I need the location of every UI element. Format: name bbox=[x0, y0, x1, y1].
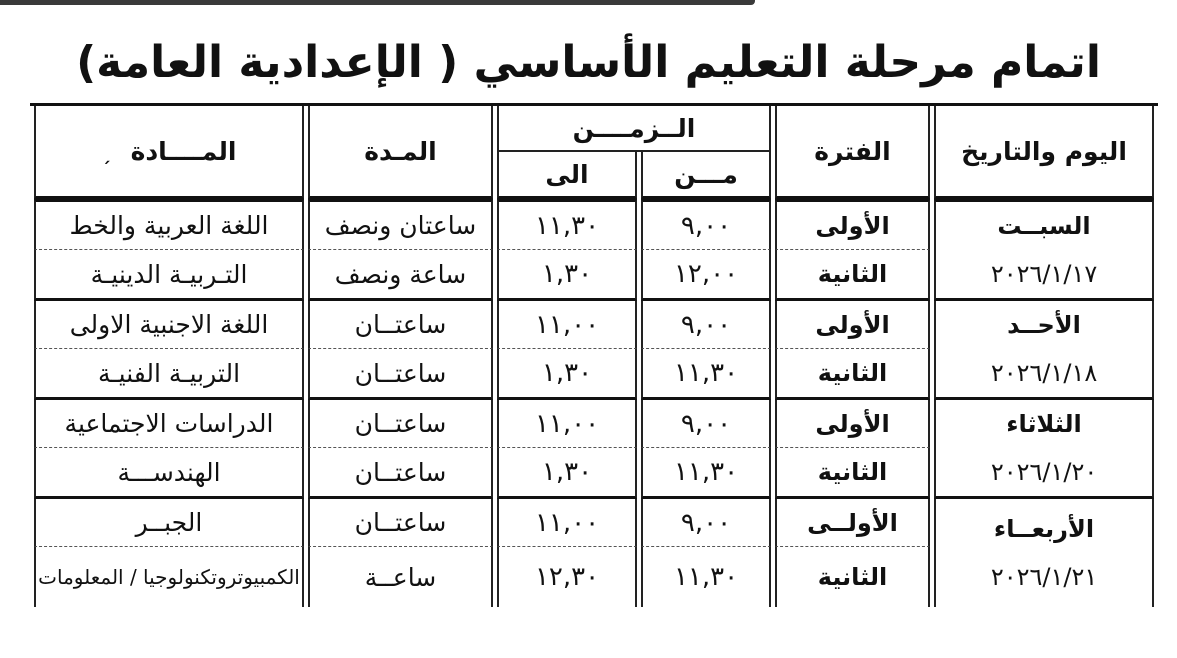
duration-cell: ساعتــان bbox=[308, 447, 493, 499]
header-time: الــزمــــن bbox=[497, 106, 771, 152]
header-to: الى bbox=[497, 152, 637, 199]
from-cell: ٩,٠٠ bbox=[641, 499, 771, 546]
period-cell: الأولى bbox=[775, 400, 930, 447]
subject-cell: الهندســـة bbox=[34, 447, 304, 499]
subject-cell: الجبــر bbox=[34, 499, 304, 546]
period-cell: الأولــى bbox=[775, 499, 930, 546]
header-from: مـــن bbox=[641, 152, 771, 199]
from-cell: ٩,٠٠ bbox=[641, 301, 771, 348]
to-cell: ١,٣٠ bbox=[497, 249, 637, 301]
header-period: الفترة bbox=[775, 106, 930, 199]
period-cell: الثانية bbox=[775, 249, 930, 301]
from-cell: ٩,٠٠ bbox=[641, 199, 771, 249]
to-cell: ١,٣٠ bbox=[497, 447, 637, 499]
duration-cell: ساعتــان bbox=[308, 400, 493, 447]
subject-cell: التربيـة الفنيـة bbox=[34, 348, 304, 400]
day-cell: الثلاثاء ٢٠٢٦/١/٢٠ bbox=[934, 400, 1154, 499]
from-cell: ١١,٣٠ bbox=[641, 348, 771, 400]
to-cell: ١,٣٠ bbox=[497, 348, 637, 400]
header-day-date: اليوم والتاريخ bbox=[934, 106, 1154, 199]
table-row bbox=[34, 400, 1154, 447]
period-cell: الأولى bbox=[775, 199, 930, 249]
day-cell: الأحــد ٢٠٢٦/١/١٨ bbox=[934, 301, 1154, 400]
table-row bbox=[34, 499, 1154, 546]
page-title: اتمام مرحلة التعليم الأساسي ( الإعدادية العامة) bbox=[76, 37, 1101, 88]
to-cell: ١٢,٣٠ bbox=[497, 546, 637, 607]
duration-cell: ساعــة bbox=[308, 546, 493, 607]
duration-cell: ساعة ونصف bbox=[308, 249, 493, 301]
header-subject: المــــادةˏ bbox=[34, 106, 304, 199]
duration-cell: ساعتــان bbox=[308, 499, 493, 546]
to-cell: ١١,٠٠ bbox=[497, 301, 637, 348]
from-cell: ٩,٠٠ bbox=[641, 400, 771, 447]
to-cell: ١١,٠٠ bbox=[497, 400, 637, 447]
from-cell: ١٢,٠٠ bbox=[641, 249, 771, 301]
duration-cell: ساعتــان bbox=[308, 301, 493, 348]
subject-cell: الدراسات الاجتماعية bbox=[34, 400, 304, 447]
period-cell: الثانية bbox=[775, 348, 930, 400]
day-cell: السبــت ٢٠٢٦/١/١٧ bbox=[934, 199, 1154, 301]
subject-cell: اللغة العربية والخط bbox=[34, 199, 304, 249]
from-cell: ١١,٣٠ bbox=[641, 447, 771, 499]
period-cell: الثانية bbox=[775, 546, 930, 607]
table-row bbox=[34, 199, 1154, 249]
day-cell: الأربعــاء ٢٠٢٦/١/٢١ bbox=[934, 499, 1154, 607]
header-duration: المـدة bbox=[308, 106, 493, 199]
table-row bbox=[34, 301, 1154, 348]
to-cell: ١١,٣٠ bbox=[497, 199, 637, 249]
subject-cell: اللغة الاجنبية الاولى bbox=[34, 301, 304, 348]
to-cell: ١١,٠٠ bbox=[497, 499, 637, 546]
exam-schedule-table bbox=[30, 103, 1158, 607]
subject-cell: الكمبيوتروتكنولوجيا / المعلومات bbox=[34, 546, 304, 607]
duration-cell: ساعتــان bbox=[308, 348, 493, 400]
period-cell: الثانية bbox=[775, 447, 930, 499]
from-cell: ١١,٣٠ bbox=[641, 546, 771, 607]
subject-cell: التـربيـة الدينيـة bbox=[34, 249, 304, 301]
duration-cell: ساعتان ونصف bbox=[308, 199, 493, 249]
period-cell: الأولى bbox=[775, 301, 930, 348]
top-edge-bar bbox=[0, 0, 755, 5]
